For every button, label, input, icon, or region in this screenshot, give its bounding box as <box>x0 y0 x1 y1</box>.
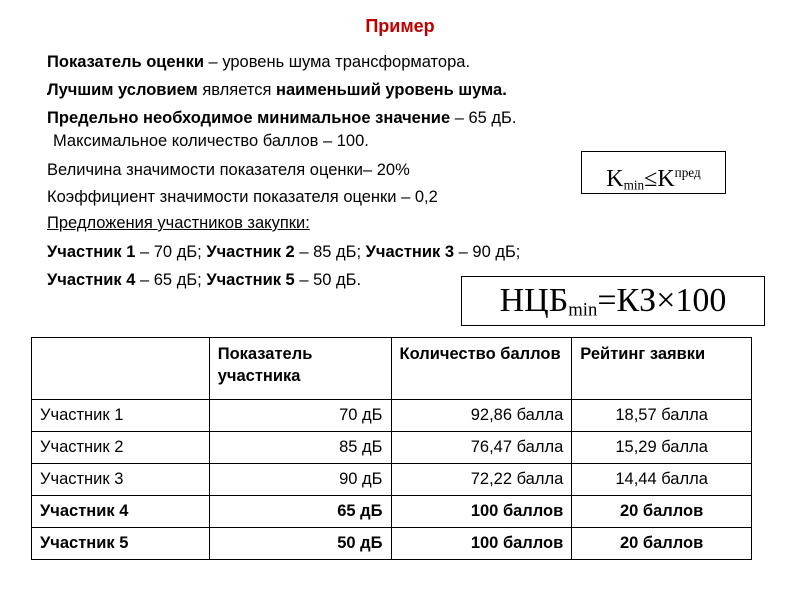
table-cell-rating: 18,57 балла <box>572 400 752 432</box>
formula-ncb-main: НЦБ <box>499 282 569 319</box>
table-header-cell: Количество баллов <box>391 338 572 400</box>
table-cell-rating: 14,44 балла <box>572 464 752 496</box>
formula-kmin-sub: min <box>623 177 645 193</box>
results-table <box>31 337 752 560</box>
table-cell-rating: 20 баллов <box>572 496 752 528</box>
formula-ncb-rest: =КЗ×100 <box>597 282 727 319</box>
table-cell-indicator: 50 дБ <box>209 528 391 560</box>
table-cell-indicator: 65 дБ <box>209 496 391 528</box>
table-row <box>32 528 752 560</box>
indicator-label: Показатель оценки <box>47 53 204 71</box>
formula-kmin-k: K <box>606 166 624 193</box>
slide-title: Пример <box>365 16 435 36</box>
formula-kmin-box <box>581 151 726 194</box>
table-cell-points: 100 баллов <box>391 528 572 560</box>
table-header-cell: Показатель участника <box>209 338 391 400</box>
table-cell-participant: Участник 1 <box>32 400 210 432</box>
table-header-row <box>32 338 752 400</box>
table-row <box>32 496 752 528</box>
table-row <box>32 432 752 464</box>
participant-3-label: Участник 3 <box>365 243 455 261</box>
table-cell-rating: 15,29 балла <box>572 432 752 464</box>
table-cell-points: 100 баллов <box>391 496 572 528</box>
participant-5-label: Участник 5 <box>206 271 295 289</box>
formula-kmin-sup: пред <box>674 165 701 180</box>
formula-ncb-sub: min <box>568 299 598 321</box>
table-cell-points: 76,47 балла <box>391 432 572 464</box>
table-cell-indicator: 90 дБ <box>209 464 391 496</box>
text-line-indicator <box>47 52 470 72</box>
participant-1-value: – 70 дБ; <box>135 243 207 261</box>
table-cell-points: 92,86 балла <box>391 400 572 432</box>
min-value-label: Предельно необходимое минимальное значение <box>47 109 451 127</box>
table-cell-participant: Участник 4 <box>32 496 210 528</box>
text-line-max-points: Максимальное количество баллов – 100. <box>53 132 369 150</box>
participant-3-value: – 90 дБ; <box>454 243 521 261</box>
text-line-min-value <box>47 108 516 128</box>
participant-2-value: – 85 дБ; <box>294 243 366 261</box>
table-cell-participant: Участник 3 <box>32 464 210 496</box>
formula-kmin-op: ≤K <box>644 166 675 193</box>
table-cell-points: 72,22 балла <box>391 464 572 496</box>
text-line-proposals-heading: Предложения участников закупки: <box>47 214 310 232</box>
text-line-best-condition <box>47 80 507 100</box>
table-row <box>32 400 752 432</box>
table-cell-indicator: 70 дБ <box>209 400 391 432</box>
text-line-participants-1-3 <box>47 242 520 262</box>
formula-ncb-box <box>461 276 765 326</box>
text-line-significance: Величина значимости показателя оценки– 20% <box>47 161 410 179</box>
table-header-cell: Рейтинг заявки <box>572 338 752 400</box>
best-condition-label: Лучшим условием <box>47 81 198 99</box>
min-value-text: – 65 дБ. <box>450 109 517 127</box>
participant-5-value: – 50 дБ. <box>294 271 362 289</box>
text-line-coefficient: Коэффициент значимости показателя оценки – 0,2 <box>47 188 438 206</box>
indicator-text: – уровень шума трансформатора. <box>203 53 471 71</box>
table-cell-rating: 20 баллов <box>572 528 752 560</box>
table-row <box>32 464 752 496</box>
participant-4-value: – 65 дБ; <box>135 271 207 289</box>
best-condition-mid: является <box>197 81 277 99</box>
table-cell-indicator: 85 дБ <box>209 432 391 464</box>
participant-2-label: Участник 2 <box>206 243 295 261</box>
text-line-participants-4-5 <box>47 270 361 290</box>
participant-4-label: Участник 4 <box>47 271 136 289</box>
table-cell-participant: Участник 5 <box>32 528 210 560</box>
table-header-cell <box>32 338 210 400</box>
table-cell-participant: Участник 2 <box>32 432 210 464</box>
participant-1-label: Участник 1 <box>47 243 136 261</box>
best-condition-value: наименьший уровень шума. <box>276 81 507 99</box>
